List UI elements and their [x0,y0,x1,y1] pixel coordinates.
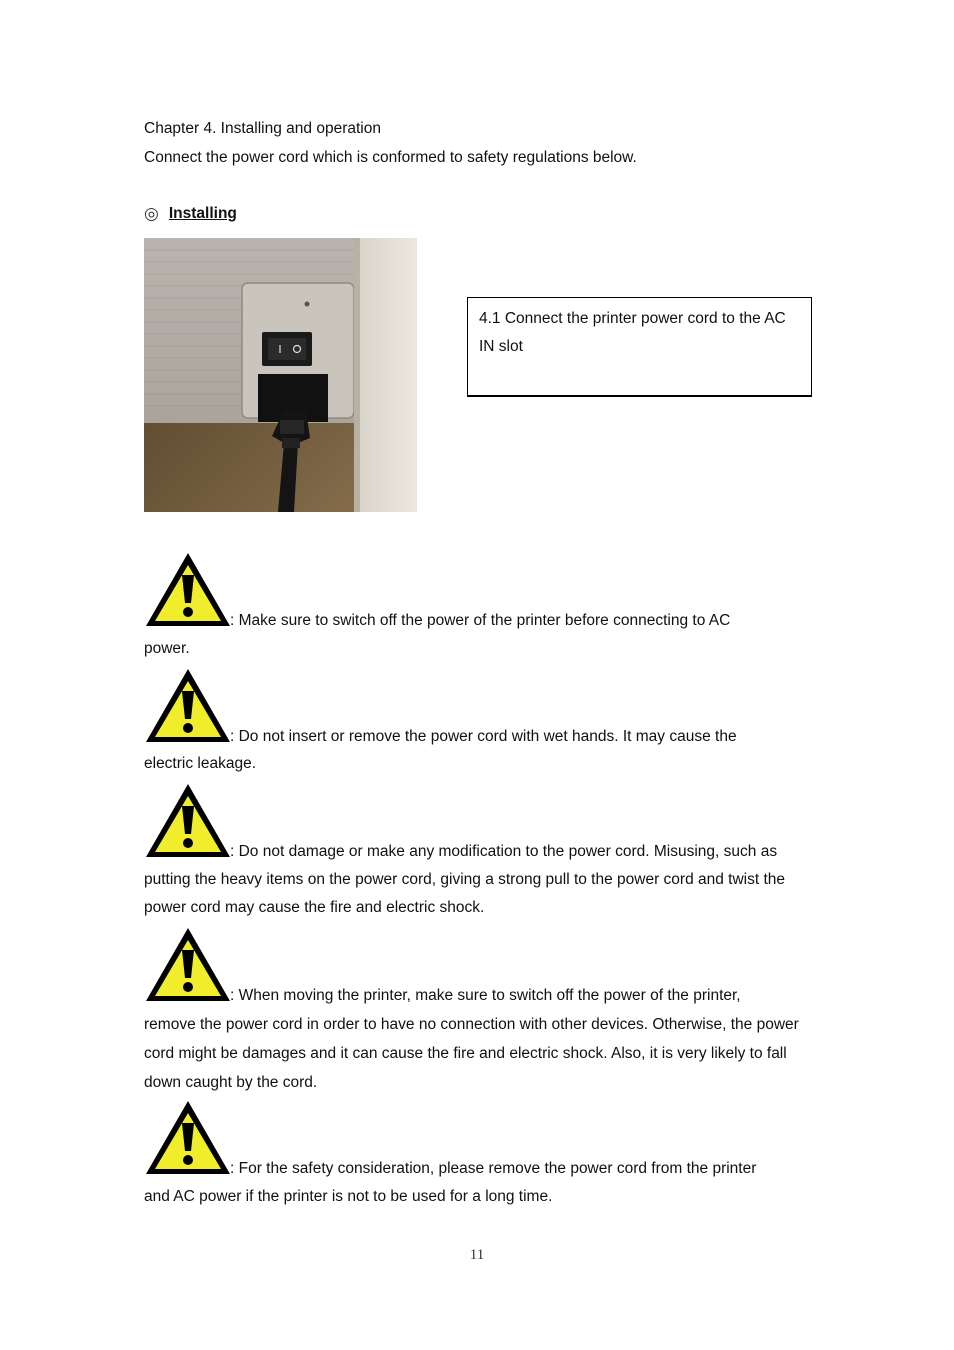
intro-text: Connect the power cord which is conformed to safety regulations below. [144,149,637,166]
warning-first-line: : Do not insert or remove the power cord with wet hands. It may cause the [230,728,737,745]
warning-rest: remove the power cord in order to have no connection with other devices. Otherwise, the power cord might be damages and it can cause the fire and electric shock. Also, it is very likely to fall down caught by the cord. [144,1016,799,1091]
section-title: Installing [168,205,237,222]
bullet-icon: ◎ [144,204,159,223]
warning-icon [144,926,232,1004]
warning-icon [144,782,232,860]
warning-first-line: : When moving the printer, make sure to switch off the power of the printer, [230,987,741,1004]
section-heading [144,204,237,224]
printer-power-photo [144,238,417,512]
chapter-heading: Chapter 4. Installing and operation [144,120,381,137]
step-callout: 4.1 Connect the printer power cord to the AC IN slot [467,297,812,397]
warning-rest: electric leakage. [144,755,257,772]
warning-first-line: : Make sure to switch off the power of the printer before connecting to AC [230,612,731,629]
warning-first-line: : Do not damage or make any modification to the power cord. Misusing, such as [230,843,778,860]
warning-rest: and AC power if the printer is not to be used for a long time. [144,1188,553,1205]
warning-first-line: : For the safety consideration, please remove the power cord from the printer [230,1160,757,1177]
warning-icon [144,551,232,629]
warning-rest: power. [144,640,190,657]
warning-icon [144,667,232,745]
warning-icon [144,1099,232,1177]
warning-rest: putting the heavy items on the power cord, giving a strong pull to the power cord and twist the power cord may cause the fire and electric shock. [144,871,786,916]
page-number: 11 [469,1247,485,1263]
